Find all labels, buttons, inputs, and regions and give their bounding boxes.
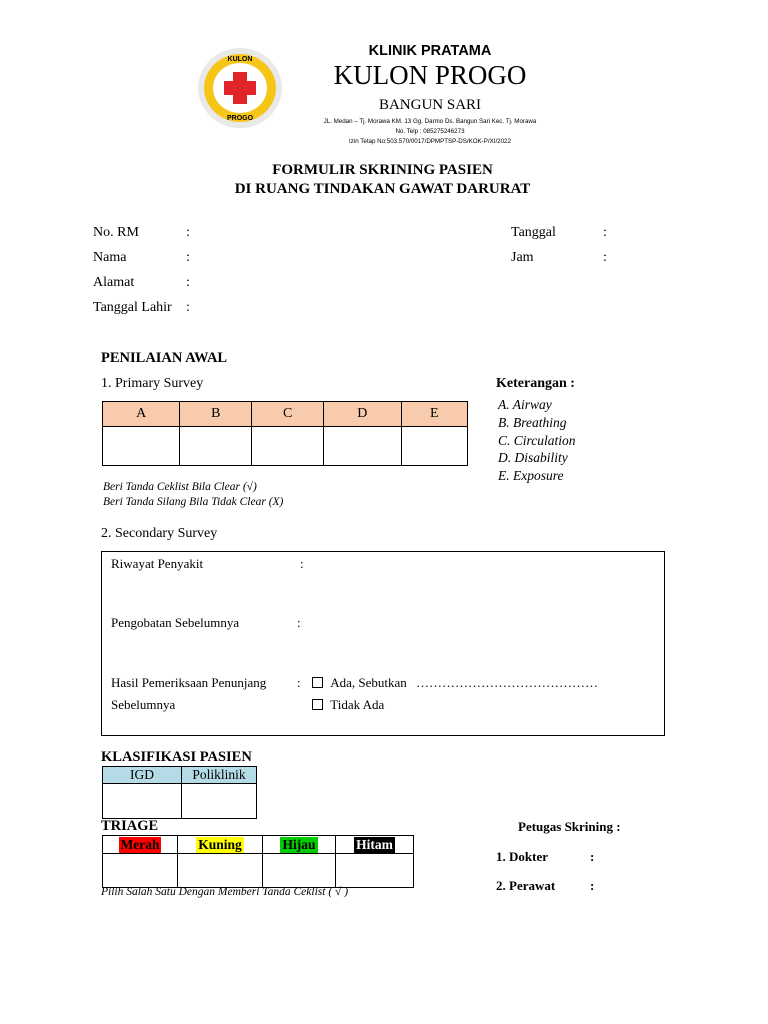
clinic-name: KULON PROGO — [333, 60, 527, 90]
triage-note: Pilih Salah Satu Dengan Memberi Tanda Ceklist ( √ ) — [101, 886, 349, 898]
nama-label: Nama — [93, 250, 127, 265]
ada-dots: …………………………………… — [416, 675, 599, 690]
primary-cell-c[interactable] — [252, 427, 324, 466]
triage-label-hijau: Hijau — [282, 836, 316, 852]
primary-header-d: D — [324, 402, 401, 427]
klasifikasi-cell-igd[interactable] — [103, 784, 182, 819]
clinic-phone: No. Telp : 085275246273 — [395, 128, 465, 135]
hasil-colon: : — [297, 675, 301, 690]
petugas-title: Petugas Skrining : — [518, 819, 621, 834]
ada-checkbox[interactable] — [312, 677, 323, 688]
alamat-label: Alamat — [93, 275, 135, 290]
primary-cell-b[interactable] — [180, 427, 252, 466]
primary-survey-title: 1. Primary Survey — [101, 376, 204, 391]
triage-heading: TRIAGE — [101, 818, 159, 834]
klasifikasi-cell-poliklinik[interactable] — [182, 784, 257, 819]
alamat-colon: : — [186, 275, 190, 290]
form-title-line2: DI RUANG TINDAKAN GAWAT DARURAT — [234, 181, 531, 197]
clinic-type: KLINIK PRATAMA — [368, 43, 492, 59]
primary-header-a: A — [103, 402, 180, 427]
jam-label: Jam — [511, 250, 534, 265]
pengobatan-colon: : — [297, 615, 301, 630]
riwayat-label: Riwayat Penyakit — [111, 556, 204, 571]
hasil-label-line1: Hasil Pemeriksaan Penunjang — [111, 675, 267, 690]
primary-note-not-clear: Beri Tanda Silang Bila Tidak Clear (X) — [103, 496, 284, 508]
logo-top-text: KULON — [227, 56, 253, 63]
riwayat-colon: : — [300, 556, 304, 571]
form-title-line1: FORMULIR SKRINING PASIEN — [272, 162, 493, 178]
keterangan-breathing: B. Breathing — [498, 415, 567, 430]
keterangan-exposure: E. Exposure — [498, 468, 564, 483]
keterangan-disability: D. Disability — [498, 450, 568, 465]
tanggal-lahir-colon: : — [186, 300, 190, 315]
tidak-ada-checkbox[interactable] — [312, 699, 323, 710]
primary-survey-table — [102, 401, 468, 466]
klasifikasi-heading: KLASIFIKASI PASIEN — [101, 749, 252, 765]
primary-cell-d[interactable] — [324, 427, 401, 466]
triage-cell-kuning[interactable] — [178, 854, 263, 888]
primary-header-e: E — [401, 402, 468, 427]
hasil-label-line2: Sebelumnya — [111, 697, 176, 712]
triage-header-hitam — [336, 836, 414, 854]
jam-colon: : — [603, 250, 607, 265]
keterangan-title: Keterangan : — [496, 376, 575, 391]
petugas-perawat-label: 2. Perawat — [496, 878, 556, 893]
triage-cell-merah[interactable] — [103, 854, 178, 888]
logo-bottom-text: PROGO — [226, 115, 254, 122]
penilaian-heading: PENILAIAN AWAL — [101, 350, 228, 366]
triage-header-hijau — [263, 836, 336, 854]
triage-label-kuning: Kuning — [198, 836, 242, 852]
nama-colon: : — [186, 250, 190, 265]
triage-cell-hitam[interactable] — [336, 854, 414, 888]
tanggal-lahir-label: Tanggal Lahir — [93, 300, 172, 315]
petugas-dokter-label: 1. Dokter — [496, 849, 548, 864]
triage-cell-hijau[interactable] — [263, 854, 336, 888]
option-ada — [312, 675, 598, 691]
option-tidak-ada — [312, 697, 384, 713]
clinic-branch: BANGUN SARI — [378, 97, 482, 113]
triage-label-hitam: Hitam — [356, 836, 393, 852]
petugas-dokter-colon: : — [590, 849, 595, 864]
clinic-logo — [196, 46, 284, 130]
ada-label: Ada, Sebutkan — [330, 675, 407, 690]
petugas-perawat-colon: : — [590, 878, 595, 893]
triage-label-merah: Merah — [120, 836, 160, 852]
no-rm-colon: : — [186, 225, 190, 240]
tanggal-colon: : — [603, 225, 607, 240]
clinic-address: JL. Medan – Tj. Morawa KM. 13 Gg. Darmo Ds. Bangun Sari Kec. Tj. Morawa — [323, 118, 537, 125]
tanggal-label: Tanggal — [511, 225, 556, 240]
keterangan-circulation: C. Circulation — [498, 433, 576, 448]
klasifikasi-table — [102, 766, 257, 819]
keterangan-airway: A. Airway — [498, 397, 552, 412]
pengobatan-label: Pengobatan Sebelumnya — [111, 615, 240, 630]
primary-cell-e[interactable] — [401, 427, 468, 466]
triage-header-merah — [103, 836, 178, 854]
klasifikasi-header-poliklinik: Poliklinik — [182, 767, 257, 784]
triage-table — [102, 835, 414, 888]
clinic-permit: Izin Tetap No:503.570/0017/DPMPTSP-DS/KOK-P/XI/2022 — [349, 138, 511, 145]
primary-header-c: C — [252, 402, 324, 427]
secondary-survey-title: 2. Secondary Survey — [101, 526, 218, 541]
klasifikasi-header-igd: IGD — [103, 767, 182, 784]
primary-header-b: B — [180, 402, 252, 427]
tidak-ada-label: Tidak Ada — [330, 697, 385, 712]
no-rm-label: No. RM — [93, 225, 139, 240]
triage-header-kuning — [178, 836, 263, 854]
primary-cell-a[interactable] — [103, 427, 180, 466]
primary-note-clear: Beri Tanda Ceklist Bila Clear (√) — [103, 481, 257, 493]
